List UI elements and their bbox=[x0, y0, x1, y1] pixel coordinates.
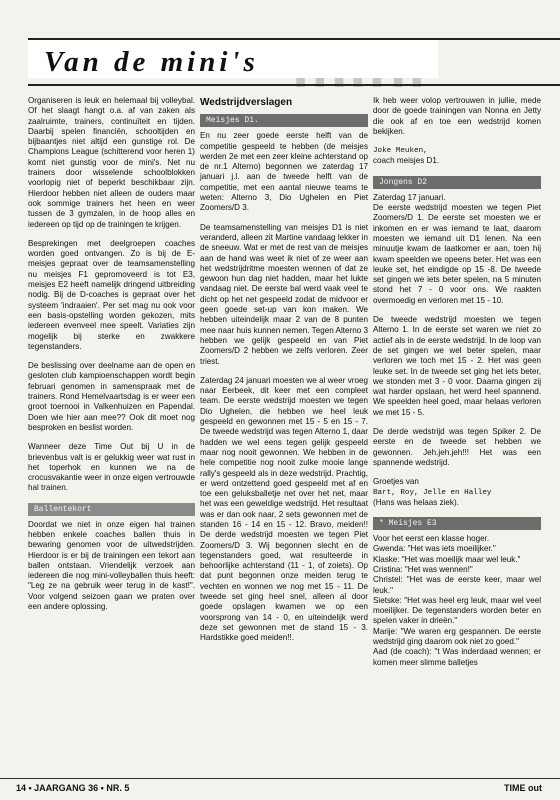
section-heading: Wedstrijdverslagen bbox=[200, 97, 293, 108]
quote: Klaske: "Het was moeilijk maar wel leuk." bbox=[373, 554, 521, 564]
quote: Christel: "Het was de eerste keer, maar wel leuk." bbox=[373, 575, 541, 595]
column-1 bbox=[28, 96, 195, 621]
paragraph: Zaterdag 24 januari moesten we al weer vroeg naar Eerbeek, dit keer met een compleet team. De eerste wedstrijd moesten we tegen Dio Ughelen, die hebben we heel leuk gespeeld en gewonnen met 15 - 5 en 15 - 7. De tweede wedstrijd was tegen Alterno 1, daar hadden we wel eens tegen gelijk gespeeld maar nog nooit gewonnen. We hebben in de hele competitie nog nooit zulke mooie lange rally's gespeeld als in deze wedstrijd. Prachtig, er werd ontzettend goed gespeeld met af en toe een geluksballetje net over het net, maar het was een geweldige wedstrijd. Het resultaat was er dan ook naar, 2 sets gewonnen met de standen 16 - 14 en 15 - 12. Bravo, meiden!! De derde wedstrijd moesten we tegen Piet Zoomers/D 3. Wij begonnen slecht en de tegenstanders goed, wat resulteerde in behoorlijke achterstand (11 - 1, of zoiets). Op dat punt begonnen onze meiden terug te vechten en wonnen we nog met 15 - 11. De tweede set ging heel snel, alleen al door goede opslagen kwamen we op een voorsprong van 14 - 0, en uiteindelijk werd deze set gewonnen met de stand 15 - 3. Hardstikke goed meiden!!. bbox=[200, 375, 368, 643]
paragraph: De tweede wedstrijd moesten we tegen Alterno 1. In de eerste set waren we niet zo actief als in de eerste wedstrijd. In de loop van de set gingen we wel beter spelen, maar verloren we toch met 15 - 2. Het was geen leuke set. In de tweede set ging het iets beter, we stonden met 3 - 0 voor. Daarna gingen zij wat harder opslaan, het werd heel spannend. We speelden heel goed, maar helaas verloren we met 15 - 5. bbox=[373, 315, 541, 417]
section-bar-ballentekort: Ballentekort bbox=[28, 503, 195, 516]
paragraph: De beslissing over deelname aan de open en gesloten club kampioenschappen wordt begin februari genomen in samenspraak met de trainers. Rond Hemelvaartsdag is er weer een groot toernooi in Valkenhuizen en Papendal. Doen wie hier aan mee?? Ook dit moet nog besproken en beslist worden. bbox=[28, 361, 195, 432]
paragraph: Organiseren is leuk en helemaal bij volleybal. Of het slaagt hangt o.a. af van zaken als zaalruimte, trainers, continuïteit en tijden. Daarbij spelen financiën, schooltijden en bijbaantjes niet altijd een gunstige rol. De Champions League (schitterend voor heren 1) komt niet gunstig voor de mini's. Net nu trainers door wisselende schoolblokken voorlopig niet of beperkt beschikbaar zijn. Hierdoor hebben niet alleen de ouders maar ook sommige trainers het heen en weer tussen de 3 gymzalen, in de hoop alles en iedereen op tijd op de trainingen te krijgen. bbox=[28, 96, 195, 229]
section-bar-meisjes-e3: * Meisjes E3 bbox=[373, 517, 541, 530]
paragraph: De derde wedstrijd was tegen Spiker 2. De eerste en de tweede set hebben we gewonnen. Jeh.jeh.jeh!!! Het was een spannende wedstrijd. bbox=[373, 427, 541, 467]
title-rule bbox=[28, 84, 560, 86]
quote: Marije: "We waren erg gespannen. De eerste wedstrijd ging daarom ook niet zo goed." bbox=[373, 626, 541, 647]
paragraph: De eerste wedstrijd moesten we tegen Piet Zoomers/D 1. De eerste set moesten we er inkomen en er was iemand te laat, daarom moesten we iemand uit D1 lenen. Na een minuutje kwam de laatkomer er aan, toen hij kwam speelden we opeens beter. Het was een leuke set, het eindigde op 15 -8. De tweede set gingen we iets beter spelen, na 5 minuten stond het 7 - 0 voor ons. We raakten overmoedig en verloren met 15 - 10. bbox=[373, 203, 541, 305]
quote: Sietske: "Het was heel erg leuk, maar wel veel moeilijker. De tegenstanders worden beter en spelen vaker in drieën." bbox=[373, 595, 541, 626]
greeting: Groetjes van bbox=[373, 477, 419, 487]
section-bar-jongens-d2: Jongens D2 bbox=[373, 176, 541, 189]
paragraph: Wanneer deze Time Out bij U in de brievenbus valt is er gelukkig weer wat rust in het toperhok en kunnen we na de crocusvakantie weer in onze eigen vertrouwde hal trainen. bbox=[28, 442, 195, 493]
column-3 bbox=[373, 96, 541, 668]
intro-line: Voor het eerst een klasse hoger. bbox=[373, 534, 490, 544]
footer-magazine-name: TIME out bbox=[504, 783, 542, 793]
signature-role: coach meisjes D1. bbox=[373, 156, 440, 166]
footer-page-info: 14 • JAARGANG 36 • NR. 5 bbox=[16, 783, 130, 793]
section-bar-meisjes-d1: Meisjes D1. bbox=[200, 114, 368, 127]
paragraph: De teamsamenstelling van meisjes D1 is niet veranderd, alleen zit Martine vandaag lekker in de sneeuw. Wat er met de rest van de meisjes aan de hand was weet ik niet of ze weer aan het wedstrijdritme moesten wennen of dat ze gewoon hun dag niet hadden, maar het lukte vandaag niet. De eerste bal werd vaak veel te dicht op het net gespeeld zodat de midvoor er geen goede set-up van kon maken. We hebben uiteindelijk maar 2 van de 8 punten mee naar huis kunnen nemen. Tegen Alterno 3 hebben we gelijk gespeeld en van Piet Zoomers/D 2 hebben we zelfs verloren. Zeer triest. bbox=[200, 222, 368, 366]
signature-name: Joke Meuken, bbox=[373, 147, 428, 156]
paragraph: En nu zeer goede eerste helft van de competitie gespeeld te hebben (de meisjes werden 2e met een zeer kleine achterstand op de nr.1 Alterno) begonnen we zaterdag 17 januari j.l. aan de tweede helft van de competitie, met een aantal nieuwe teams te weten: Alterno 3, Dio Ughelen en Piet Zoomers/D 3. bbox=[200, 131, 368, 213]
paragraph: Besprekingen met deelgroepen coaches worden goed ontvangen. Zo is bij de E-meisjes gepraat over de teamsamenstelling nu meisjes F1 gepromoveerd is tot E3, meisjes E2 heeft namelijk dringend uitbreiding nodig. Bij de D-coaches is gepraat over het systeem 'indraaien'. Per set mag nu ook voor een basis-opstelling worden gekozen, mits iedereen evenveel mee speelt. Variaties zijn mogelijk bij sterke en zwakkere tegenstanders. bbox=[28, 238, 195, 351]
paragraph: Doordat we niet in onze eigen hal trainen hebben enkele coaches ballen thuis in bewaring genomen voor de uitwedstrijden. Hierdoor is er bij de trainingen een tekort aan ballen ontstaan. Vriendelijk verzoek aan iedereen die nog mini-volleyballen thuis heeft: "Leg ze na gebruik weer terug in de kast!". Voor volgend seizoen gaan we praten over een andere oplossing. bbox=[28, 519, 195, 612]
page-title: Van de mini's bbox=[44, 46, 259, 78]
greeting-names: Bart, Roy, Jelle en Halley bbox=[373, 488, 492, 497]
greeting-note: (Hans was helaas ziek). bbox=[373, 497, 459, 507]
footer-rule bbox=[0, 778, 560, 779]
quote: Aad (de coach): "t Was inderdaad wennen; er komen meer slimme balletjes bbox=[373, 647, 541, 667]
column-2 bbox=[200, 96, 368, 653]
quote: Cristina: "Het was wennen!" bbox=[373, 564, 473, 574]
report-date: Zaterdag 17 januari. bbox=[373, 192, 446, 202]
quote: Gwenda: "Het was iets moeilijker." bbox=[373, 544, 496, 554]
paragraph: Ik heb weer volop vertrouwen in jullie, mede door de goede trainingen van Nonna en Jetty die ook af en toe een wedstrijd komen bekijken. bbox=[373, 96, 541, 136]
